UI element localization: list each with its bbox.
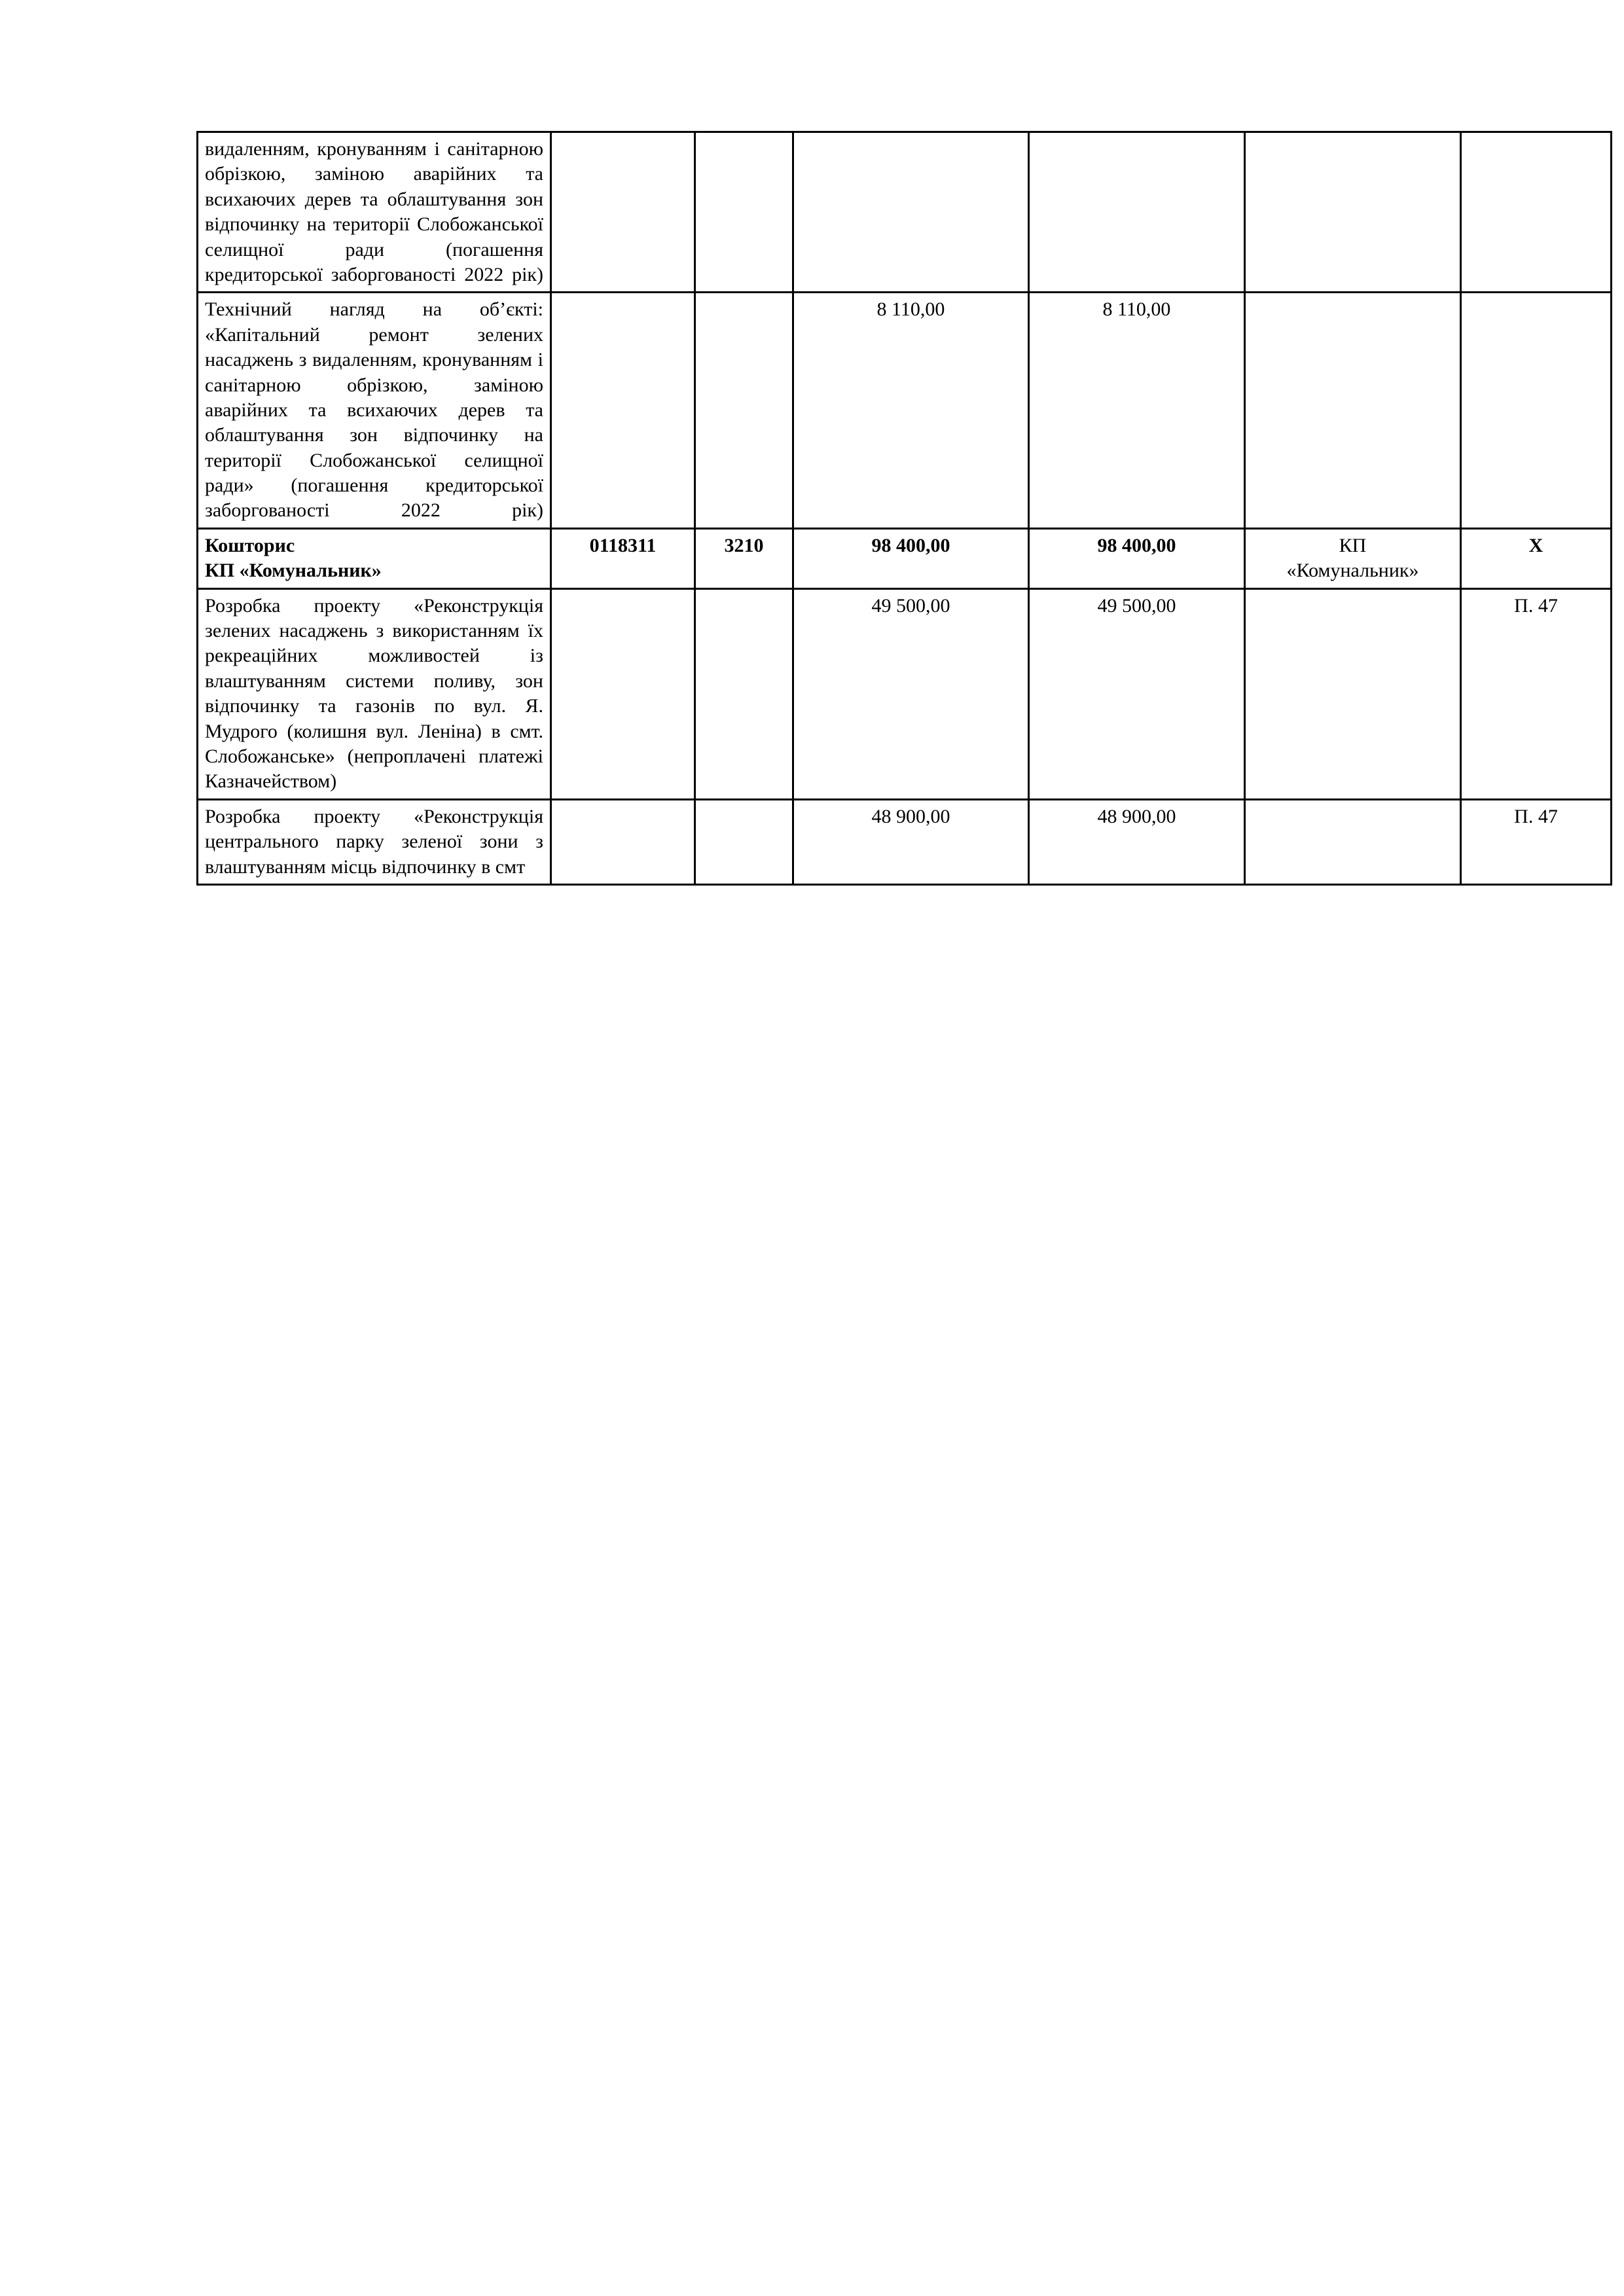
row-org-cell (1245, 132, 1461, 293)
row-org-line-1: КП (1339, 534, 1367, 556)
row-note-cell (1461, 132, 1612, 293)
row-name-cell: Технічний нагляд на об’єкті: «Капітальний ремонт зелених насаджень з видаленням, кронуванням і санітарною обрізкою, заміною аварійних та всихаючих дерев та облаштування зон відпочинку на території Слобожанської селищної ради» (погашення кредиторської заборгованості 2022 рік) (198, 293, 551, 529)
table-row-subtotal (198, 528, 1612, 588)
row-code-cell: 0118311 (551, 528, 695, 588)
row-name-cell: видаленням, кронуванням і санітарною обрізкою, заміною аварійних та всихаючих дерев та облаштування зон відпочинку на території Слобожанської селищної ради (погашення кредиторської заборгованості 2022 рік) (198, 132, 551, 293)
row-kfk-cell (695, 799, 793, 884)
row-org-line-2: «Комунальник» (1286, 560, 1419, 582)
row-note-cell: П. 47 (1461, 799, 1612, 884)
row-org-cell (1245, 528, 1461, 588)
row-sum1-cell (793, 132, 1029, 293)
row-org-cell (1245, 588, 1461, 799)
table-row (198, 293, 1612, 529)
row-name-cell: Розробка проекту «Реконструкція центрального парку зеленої зони з влаштуванням місць відпочинку в смт (198, 799, 551, 884)
row-kfk-cell (695, 293, 793, 529)
row-kfk-cell: 3210 (695, 528, 793, 588)
row-sum2-cell: 48 900,00 (1029, 799, 1245, 884)
row-code-cell (551, 293, 695, 529)
table-row (198, 132, 1612, 293)
row-kfk-cell (695, 132, 793, 293)
row-note-cell: П. 47 (1461, 588, 1612, 799)
row-code-cell (551, 588, 695, 799)
row-sum1-cell: 98 400,00 (793, 528, 1029, 588)
row-sum1-cell: 8 110,00 (793, 293, 1029, 529)
row-org-cell (1245, 799, 1461, 884)
row-name-line-2: КП «Комунальник» (205, 560, 382, 582)
row-sum2-cell: 8 110,00 (1029, 293, 1245, 529)
row-sum1-cell: 49 500,00 (793, 588, 1029, 799)
row-sum2-cell (1029, 132, 1245, 293)
table-row (198, 799, 1612, 884)
row-name-cell (198, 528, 551, 588)
row-code-cell (551, 799, 695, 884)
row-sum2-cell: 98 400,00 (1029, 528, 1245, 588)
row-sum1-cell: 48 900,00 (793, 799, 1029, 884)
row-note-cell (1461, 293, 1612, 529)
row-name-line-1: Кошторис (205, 534, 295, 556)
row-name-cell: Розробка проекту «Реконструкція зелених насаджень з використанням їх рекреаційних можливостей із влаштуванням системи поливу, зон відпочинку та газонів по вул. Я. Мудрого (колишня вул. Леніна) в смт. Слобожанське» (непроплачені платежі Казначейством) (198, 588, 551, 799)
row-note-cell: Х (1461, 528, 1612, 588)
row-org-cell (1245, 293, 1461, 529)
table-row (198, 588, 1612, 799)
budget-table (196, 131, 1612, 886)
row-kfk-cell (695, 588, 793, 799)
row-sum2-cell: 49 500,00 (1029, 588, 1245, 799)
row-code-cell (551, 132, 695, 293)
